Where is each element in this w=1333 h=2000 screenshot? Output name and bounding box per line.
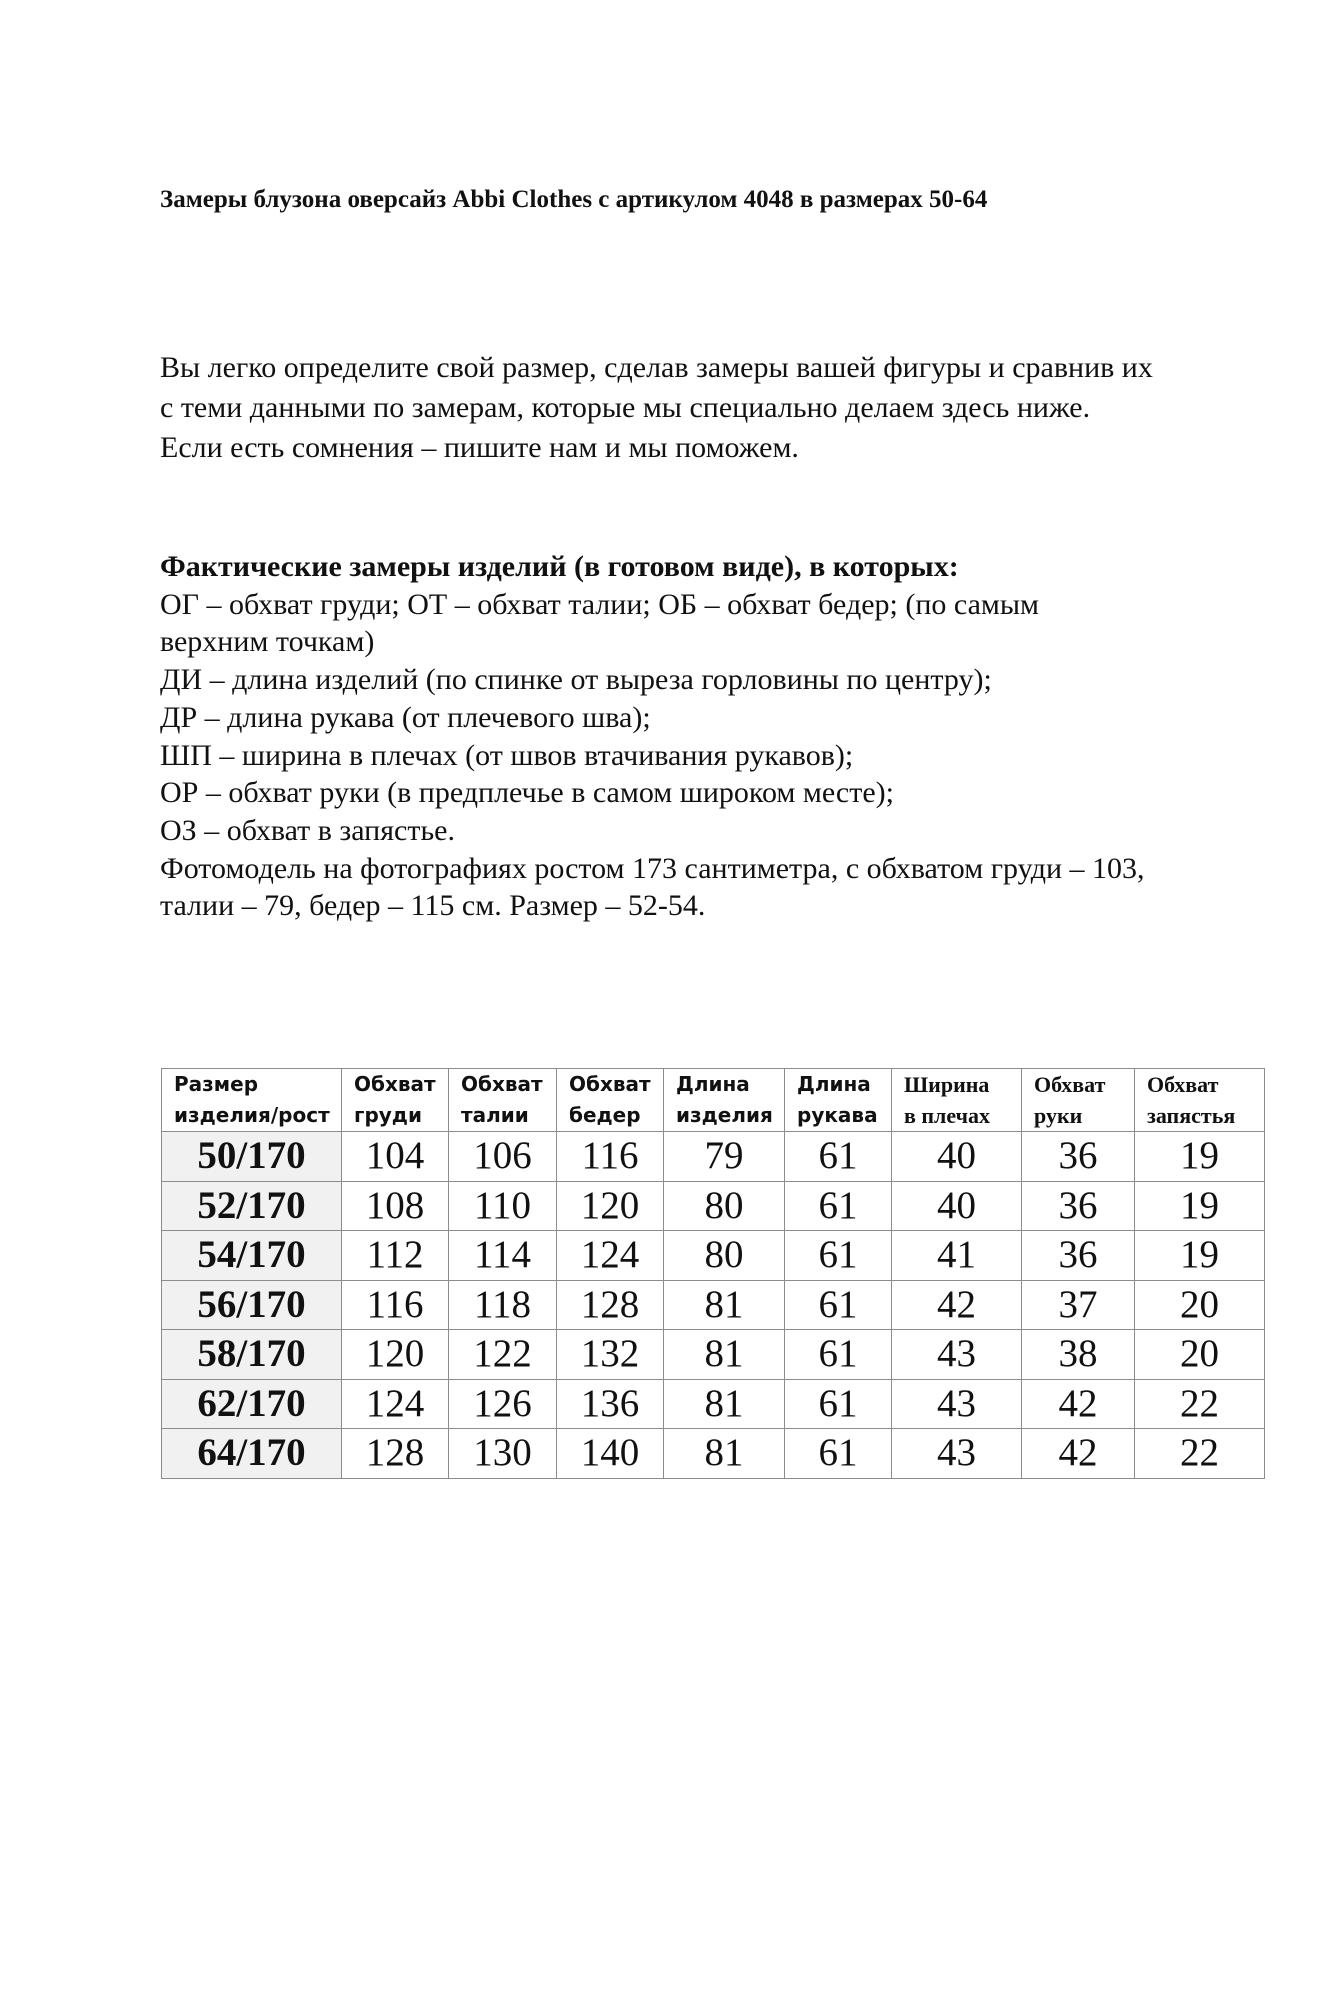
legend-line: ОГ – обхват груди; ОТ – обхват талии; ОБ – обхват бедер; (по самым xyxy=(160,587,1040,621)
measurement-cell: 124 xyxy=(342,1379,449,1429)
measurement-cell: 140 xyxy=(557,1429,664,1479)
column-header-line: в плечах xyxy=(904,1103,991,1128)
legend-line: ОР – обхват руки (в предплечье в самом широком месте); xyxy=(160,776,894,810)
legend-line: ДИ – длина изделий (по спинке от выреза горловины по центру); xyxy=(160,663,992,697)
intro-line: Если есть сомнения – пишите нам и мы поможем. xyxy=(160,431,799,464)
column-header-line: изделия xyxy=(676,1103,773,1127)
size-cell: 62/170 xyxy=(162,1379,342,1429)
column-header-line: бедер xyxy=(569,1103,641,1127)
measurement-cell: 81 xyxy=(664,1330,785,1380)
table-row xyxy=(162,1231,1265,1281)
column-header xyxy=(162,1069,342,1132)
measurement-cell: 43 xyxy=(892,1379,1022,1429)
size-chart-table xyxy=(161,1068,1265,1479)
table-row xyxy=(162,1429,1265,1479)
header-row xyxy=(162,1069,1265,1132)
measurement-cell: 19 xyxy=(1135,1231,1265,1281)
column-header xyxy=(449,1069,557,1132)
measurement-cell: 40 xyxy=(892,1181,1022,1231)
measurement-cell: 128 xyxy=(557,1280,664,1330)
measurement-cell: 79 xyxy=(664,1132,785,1182)
table-header xyxy=(162,1069,1265,1132)
measurement-cell: 122 xyxy=(449,1330,557,1380)
measurement-cell: 38 xyxy=(1022,1330,1135,1380)
measurement-cell: 36 xyxy=(1022,1231,1135,1281)
document-title: Замеры блузона оверсайз Abbi Clothes с артикулом 4048 в размерах 50-64 xyxy=(160,186,988,213)
column-header-line: Обхват xyxy=(569,1072,651,1096)
measurement-cell: 22 xyxy=(1135,1379,1265,1429)
size-cell: 52/170 xyxy=(162,1181,342,1231)
size-cell: 58/170 xyxy=(162,1330,342,1380)
column-header-line: Ширина xyxy=(904,1072,990,1097)
measurement-cell: 42 xyxy=(1022,1429,1135,1479)
measurement-cell: 22 xyxy=(1135,1429,1265,1479)
measurement-cell: 43 xyxy=(892,1429,1022,1479)
column-header xyxy=(557,1069,664,1132)
column-header-line: Обхват xyxy=(354,1072,436,1096)
column-header xyxy=(1022,1069,1135,1132)
column-header xyxy=(785,1069,892,1132)
measurement-cell: 36 xyxy=(1022,1181,1135,1231)
measurement-cell: 81 xyxy=(664,1280,785,1330)
column-header-line: изделия/рост xyxy=(174,1103,330,1127)
legend-line: талии – 79, бедер – 115 см. Размер – 52-54. xyxy=(160,889,706,923)
measurement-cell: 81 xyxy=(664,1429,785,1479)
measurement-cell: 41 xyxy=(892,1231,1022,1281)
size-cell: 56/170 xyxy=(162,1280,342,1330)
measurement-cell: 124 xyxy=(557,1231,664,1281)
column-header-line: руки xyxy=(1034,1103,1083,1128)
column-header xyxy=(664,1069,785,1132)
legend-line: ШП – ширина в плечах (от швов втачивания рукавов); xyxy=(160,738,854,772)
measurement-cell: 80 xyxy=(664,1231,785,1281)
measurement-cell: 132 xyxy=(557,1330,664,1380)
column-header-line: Обхват xyxy=(461,1072,543,1096)
legend-line: верхним точкам) xyxy=(160,625,375,659)
legend-heading: Фактические замеры изделий (в готовом виде), в которых: xyxy=(160,550,959,583)
measurement-cell: 120 xyxy=(342,1330,449,1380)
column-header-line: Обхват xyxy=(1034,1072,1106,1097)
column-header-line: груди xyxy=(354,1103,422,1127)
legend-line: Фотомодель на фотографиях ростом 173 сантиметра, с обхватом груди – 103, xyxy=(160,851,1145,885)
measurement-cell: 130 xyxy=(449,1429,557,1479)
table-row xyxy=(162,1181,1265,1231)
intro-paragraph xyxy=(160,348,1270,468)
measurement-cell: 61 xyxy=(785,1379,892,1429)
size-cell: 64/170 xyxy=(162,1429,342,1479)
measurement-cell: 128 xyxy=(342,1429,449,1479)
measurement-cell: 112 xyxy=(342,1231,449,1281)
table-row xyxy=(162,1132,1265,1182)
measurement-cell: 120 xyxy=(557,1181,664,1231)
column-header-line: Обхват xyxy=(1147,1072,1219,1097)
measurement-cell: 19 xyxy=(1135,1181,1265,1231)
measurement-cell: 20 xyxy=(1135,1280,1265,1330)
column-header-line: Длина xyxy=(676,1072,750,1096)
measurement-cell: 19 xyxy=(1135,1132,1265,1182)
column-header-line: рукава xyxy=(797,1103,878,1127)
column-header xyxy=(892,1069,1022,1132)
measurement-cell: 42 xyxy=(892,1280,1022,1330)
measurement-cell: 126 xyxy=(449,1379,557,1429)
measurement-cell: 110 xyxy=(449,1181,557,1231)
size-cell: 54/170 xyxy=(162,1231,342,1281)
measurement-cell: 61 xyxy=(785,1429,892,1479)
measurements-legend xyxy=(160,548,1270,925)
column-header-line: Размер xyxy=(174,1072,259,1096)
size-cell: 50/170 xyxy=(162,1132,342,1182)
table-row xyxy=(162,1330,1265,1380)
measurement-cell: 116 xyxy=(557,1132,664,1182)
measurement-cell: 36 xyxy=(1022,1132,1135,1182)
column-header-line: запястья xyxy=(1147,1103,1236,1128)
intro-line: с теми данными по замерам, которые мы специально делаем здесь ниже. xyxy=(160,391,1091,424)
intro-line: Вы легко определите свой размер, сделав замеры вашей фигуры и сравнив их xyxy=(160,351,1153,384)
measurement-cell: 61 xyxy=(785,1181,892,1231)
measurement-cell: 42 xyxy=(1022,1379,1135,1429)
column-header-line: Длина xyxy=(797,1072,871,1096)
measurement-cell: 116 xyxy=(342,1280,449,1330)
measurement-cell: 114 xyxy=(449,1231,557,1281)
table-body xyxy=(162,1132,1265,1479)
measurement-cell: 61 xyxy=(785,1231,892,1281)
column-header xyxy=(1135,1069,1265,1132)
measurement-cell: 104 xyxy=(342,1132,449,1182)
measurement-cell: 61 xyxy=(785,1132,892,1182)
measurement-cell: 81 xyxy=(664,1379,785,1429)
measurement-cell: 40 xyxy=(892,1132,1022,1182)
column-header-line: талии xyxy=(461,1103,529,1127)
measurement-cell: 118 xyxy=(449,1280,557,1330)
measurement-cell: 43 xyxy=(892,1330,1022,1380)
measurement-cell: 108 xyxy=(342,1181,449,1231)
measurement-cell: 61 xyxy=(785,1330,892,1380)
column-header xyxy=(342,1069,449,1132)
measurement-cell: 106 xyxy=(449,1132,557,1182)
table-row xyxy=(162,1379,1265,1429)
measurement-cell: 61 xyxy=(785,1280,892,1330)
measurement-cell: 20 xyxy=(1135,1330,1265,1380)
legend-line: ОЗ – обхват в запястье. xyxy=(160,813,455,847)
measurement-cell: 80 xyxy=(664,1181,785,1231)
table-row xyxy=(162,1280,1265,1330)
legend-line: ДР – длина рукава (от плечевого шва); xyxy=(160,700,651,734)
measurement-cell: 136 xyxy=(557,1379,664,1429)
measurement-cell: 37 xyxy=(1022,1280,1135,1330)
